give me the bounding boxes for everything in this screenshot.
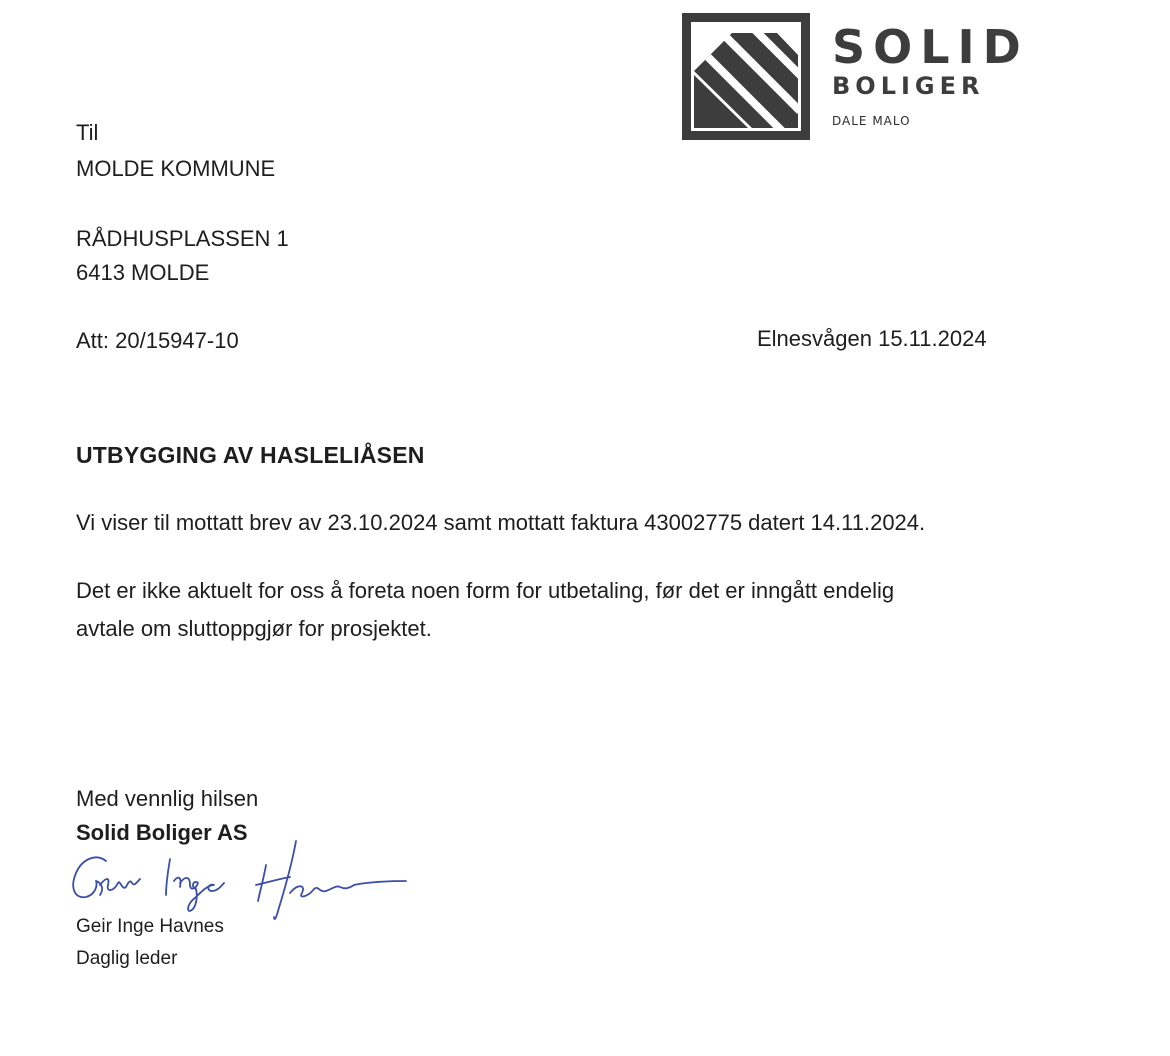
recipient-postal: 6413 MOLDE: [76, 260, 210, 285]
signer-title: Daglig leder: [76, 948, 178, 969]
body-paragraph-2-line-1: Det er ikke aktuelt for oss å foreta noen form for utbetaling, før det er inngått endelig: [76, 578, 895, 603]
logo-brand-line1: SOLID: [832, 20, 1029, 74]
recipient-name: MOLDE KOMMUNE: [76, 156, 276, 181]
handwritten-signature: [62, 833, 412, 923]
place-date: Elnesvågen 15.11.2024: [757, 326, 987, 351]
solid-boliger-logo-icon: [682, 13, 810, 140]
logo-brand-line2: BOLIGER: [832, 72, 985, 100]
body-paragraph-2-line-2: avtale om sluttoppgjør for prosjektet.: [76, 616, 432, 641]
recipient-to-label: Til: [76, 120, 99, 145]
signer-name: Geir Inge Havnes: [76, 916, 224, 937]
letter-subject: UTBYGGING AV HASLELIÅSEN: [76, 442, 425, 468]
logo-tagline: DALE MALO: [832, 114, 911, 128]
logo-wordmark: [832, 20, 1029, 128]
body-paragraph-1: Vi viser til mottatt brev av 23.10.2024 samt mottatt faktura 43002775 datert 14.11.2024.: [76, 510, 926, 535]
reference-line: Att: 20/15947-10: [76, 328, 239, 353]
closing-greeting: Med vennlig hilsen: [76, 786, 259, 811]
closing-company: Solid Boliger AS: [76, 820, 248, 845]
recipient-street: RÅDHUSPLASSEN 1: [76, 226, 289, 251]
